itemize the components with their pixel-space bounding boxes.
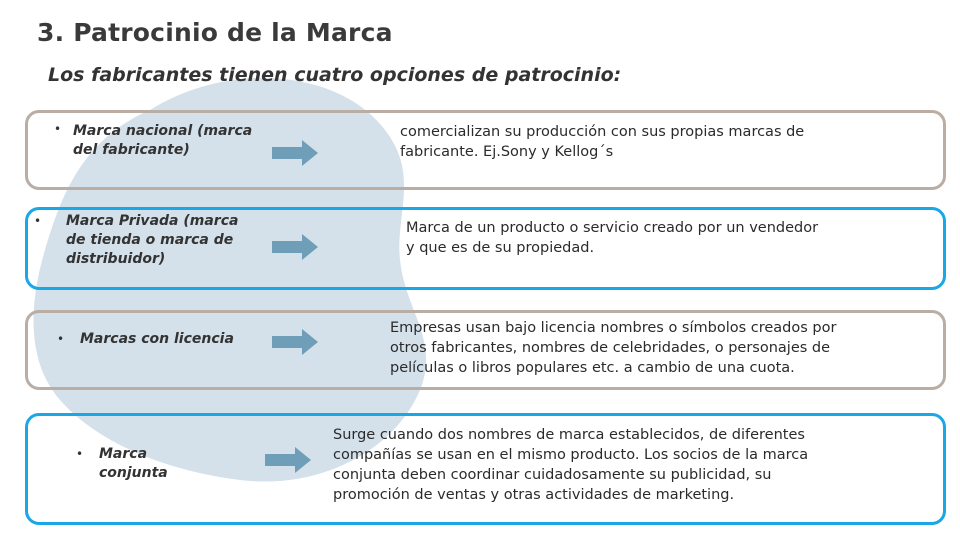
- right-arrow-icon: [272, 329, 318, 355]
- right-arrow-icon: [272, 140, 318, 166]
- option-description-national: comercializan su producción con sus propias marcas de fabricante. Ej.Sony y Kellog´s: [400, 124, 805, 160]
- bullet: •: [54, 122, 62, 136]
- option-label-national: Marca nacional (marca del fabricante): [73, 123, 253, 158]
- bullet: •: [34, 214, 42, 228]
- option-description-licensed: Empresas usan bajo licencia nombres o símbolos creados por otros fabricantes, nombres de celebridades, o personajes de películas o libros populares etc. a cambio de una cuota.: [390, 320, 837, 376]
- bullet: •: [76, 447, 84, 461]
- option-description-private: Marca de un producto o servicio creado por un vendedor y que es de su propiedad.: [406, 220, 819, 256]
- slide-title: 3. Patrocinio de la Marca: [37, 18, 393, 47]
- slide-subtitle: Los fabricantes tienen cuatro opciones de patrocinio:: [48, 64, 622, 86]
- bullet: •: [57, 332, 65, 346]
- option-label-licensed: Marcas con licencia: [80, 331, 234, 347]
- option-description-cobrand: Surge cuando dos nombres de marca establecidos, de diferentes compañías se usan en el mismo producto. Los socios de la marca conjunta deben coordinar cuidadosamente su publicidad, su promoción de ventas y otras actividades de marketing.: [333, 427, 809, 503]
- option-label-cobrand: Marca conjunta: [99, 446, 168, 481]
- right-arrow-icon: [272, 234, 318, 260]
- option-label-private: Marca Privada (marca de tienda o marca de distribuidor): [66, 213, 239, 267]
- right-arrow-icon: [265, 447, 311, 473]
